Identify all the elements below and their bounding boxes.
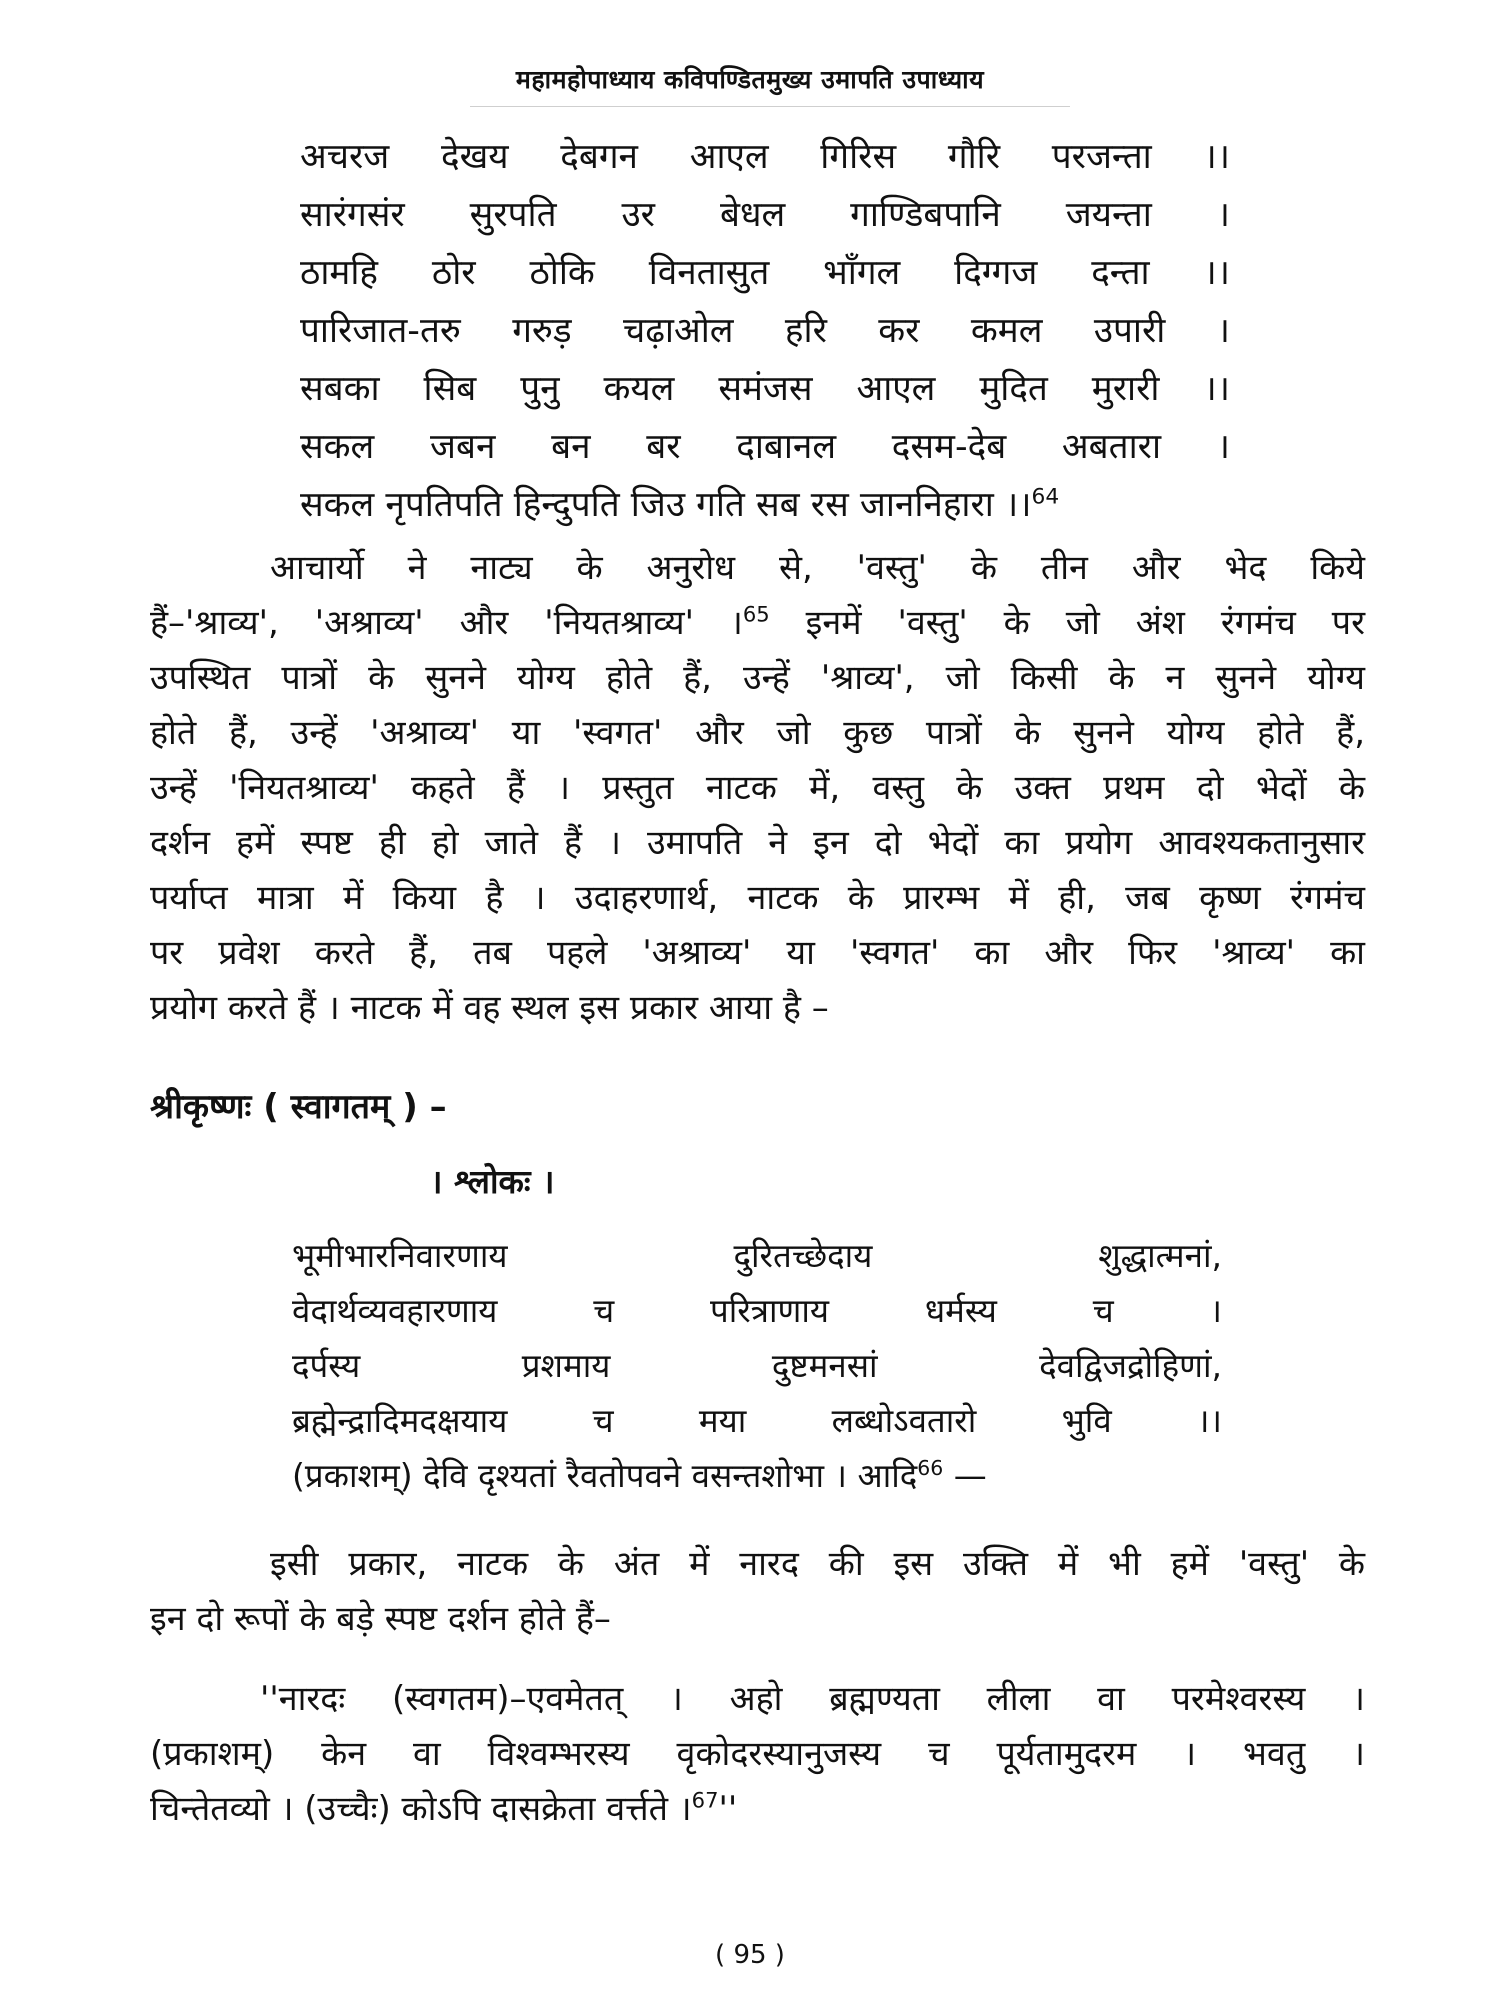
maithili-verse [300,128,1230,534]
paragraph-line: उपस्थित पात्रों के सुनने योग्य होते हैं, उन्हें 'श्राव्य', जो किसी के न सुनने योग्य [150,658,1365,698]
verse-line: सबका सिब पुनु कयल समंजस आएल मुदित मुरारी ।। [300,369,1230,409]
paragraph-line [150,596,1365,651]
quote-line: (प्रकाशम्) केन वा विश्वम्भरस्य वृकोदरस्यानुजस्य च पूर्यतामुदरम । भवतु । [150,1734,1365,1774]
verse-line-text: सकल नृपतिपति हिन्दुपति जिउ गति सब रस जाननिहारा ।। [300,485,1032,525]
paragraph-line-text: इनमें 'वस्तु' के जो अंश रंगमंच पर [769,603,1365,643]
shloka-line: वेदार्थव्यवहारणाय च परित्राणाय धर्मस्य च । [292,1291,1222,1330]
quoted-passage [150,1672,1365,1837]
verse-line: ठामहि ठोर ठोकि विनतासुत भाँगल दिग्गज दन्ता ।। [300,253,1230,293]
paragraph-line-text: हैं–'श्राव्य', 'अश्राव्य' और 'नियतश्राव्य' । [150,603,743,643]
paragraph-line: होते हैं, उन्हें 'अश्राव्य' या 'स्वगत' और जो कुछ पात्रों के सुनने योग्य होते हैं, [150,713,1365,753]
shloka-title: । श्लोकः । [430,1162,555,1201]
shloka-line-text: (प्रकाशम्) देवि दृश्यतां रैवतोपवने वसन्तशोभा । आदि [292,1456,918,1495]
verse-line: अचरज देखय देबगन आएल गिरिस गौरि परजन्ता ।। [300,137,1230,177]
body-paragraph [150,1537,1365,1647]
paragraph-line: पर्याप्त मात्रा में किया है । उदाहरणार्थ, नाटक के प्रारम्भ में ही, जब कृष्ण रंगमंच [150,878,1365,918]
shloka-line: भूमीभारनिवारणाय दुरितच्छेदाय शुद्धात्मनां, [292,1236,1222,1275]
body-paragraph [150,541,1365,1036]
header-rule [470,106,1070,107]
footnote-ref: 66 [917,1456,944,1480]
sanskrit-shloka [292,1228,1222,1503]
quote-line-text: चिन्तेतव्यो । (उच्चैः) कोऽपि दासक्रेता वर्त्तते । [150,1789,692,1829]
footnote-ref: 67 [691,1787,719,1813]
verse-line: सारंगसंर सुरपति उर बेधल गाण्डिबपानि जयन्ता । [300,195,1230,235]
page-number: ( 95 ) [715,1940,785,1970]
footnote-ref: 64 [1031,484,1060,510]
paragraph-line: पर प्रवेश करते हैं, तब पहले 'अश्राव्य' या 'स्वगत' का और फिर 'श्राव्य' का [150,933,1365,973]
speaker-heading: श्रीकृष्णः ( स्वागतम् ) – [150,1087,447,1127]
paragraph-line: इसी प्रकार, नाटक के अंत में नारद की इस उक्ति में भी हमें 'वस्तु' के [270,1544,1365,1584]
footnote-ref: 65 [742,601,770,627]
shloka-line [292,1448,1222,1503]
shloka-line-text: — [943,1456,987,1495]
verse-line [300,476,1230,534]
paragraph-line: प्रयोग करते हैं । नाटक में वह स्थल इस प्रकार आया है – [150,988,829,1028]
shloka-line: दर्पस्य प्रशमाय दुष्टमनसां देवद्विजद्रोहिणां, [292,1346,1222,1385]
paragraph-line: दर्शन हमें स्पष्ट ही हो जाते हैं । उमापति ने इन दो भेदों का प्रयोग आवश्यकतानुसार [150,823,1365,863]
quote-line: ''नारदः (स्वगतम)–एवमेतत् । अहो ब्रह्मण्यता लीला वा परमेश्वरस्य । [260,1679,1365,1719]
quote-line [150,1782,1365,1837]
verse-line: सकल जबन बन बर दाबानल दसम-देब अबतारा । [300,427,1230,467]
paragraph-line: आचार्यो ने नाट्य के अनुरोध से, 'वस्तु' के तीन और भेद किये [270,548,1365,588]
paragraph-line: इन दो रूपों के बड़े स्पष्ट दर्शन होते हैं– [150,1599,611,1639]
closing-quote-mark: '' [718,1789,738,1829]
verse-line: पारिजात-तरु गरुड़ चढ़ाओल हरि कर कमल उपारी । [300,311,1230,351]
running-header: महामहोपाध्याय कविपण्डितमुख्य उमापति उपाध्याय [515,65,985,94]
shloka-line: ब्रह्मेन्द्रादिमदक्षयाय च मया लब्धोऽवतारो भुवि ।। [292,1401,1222,1440]
paragraph-line: उन्हें 'नियतश्राव्य' कहते हैं । प्रस्तुत नाटक में, वस्तु के उक्त प्रथम दो भेदों के [150,768,1365,808]
